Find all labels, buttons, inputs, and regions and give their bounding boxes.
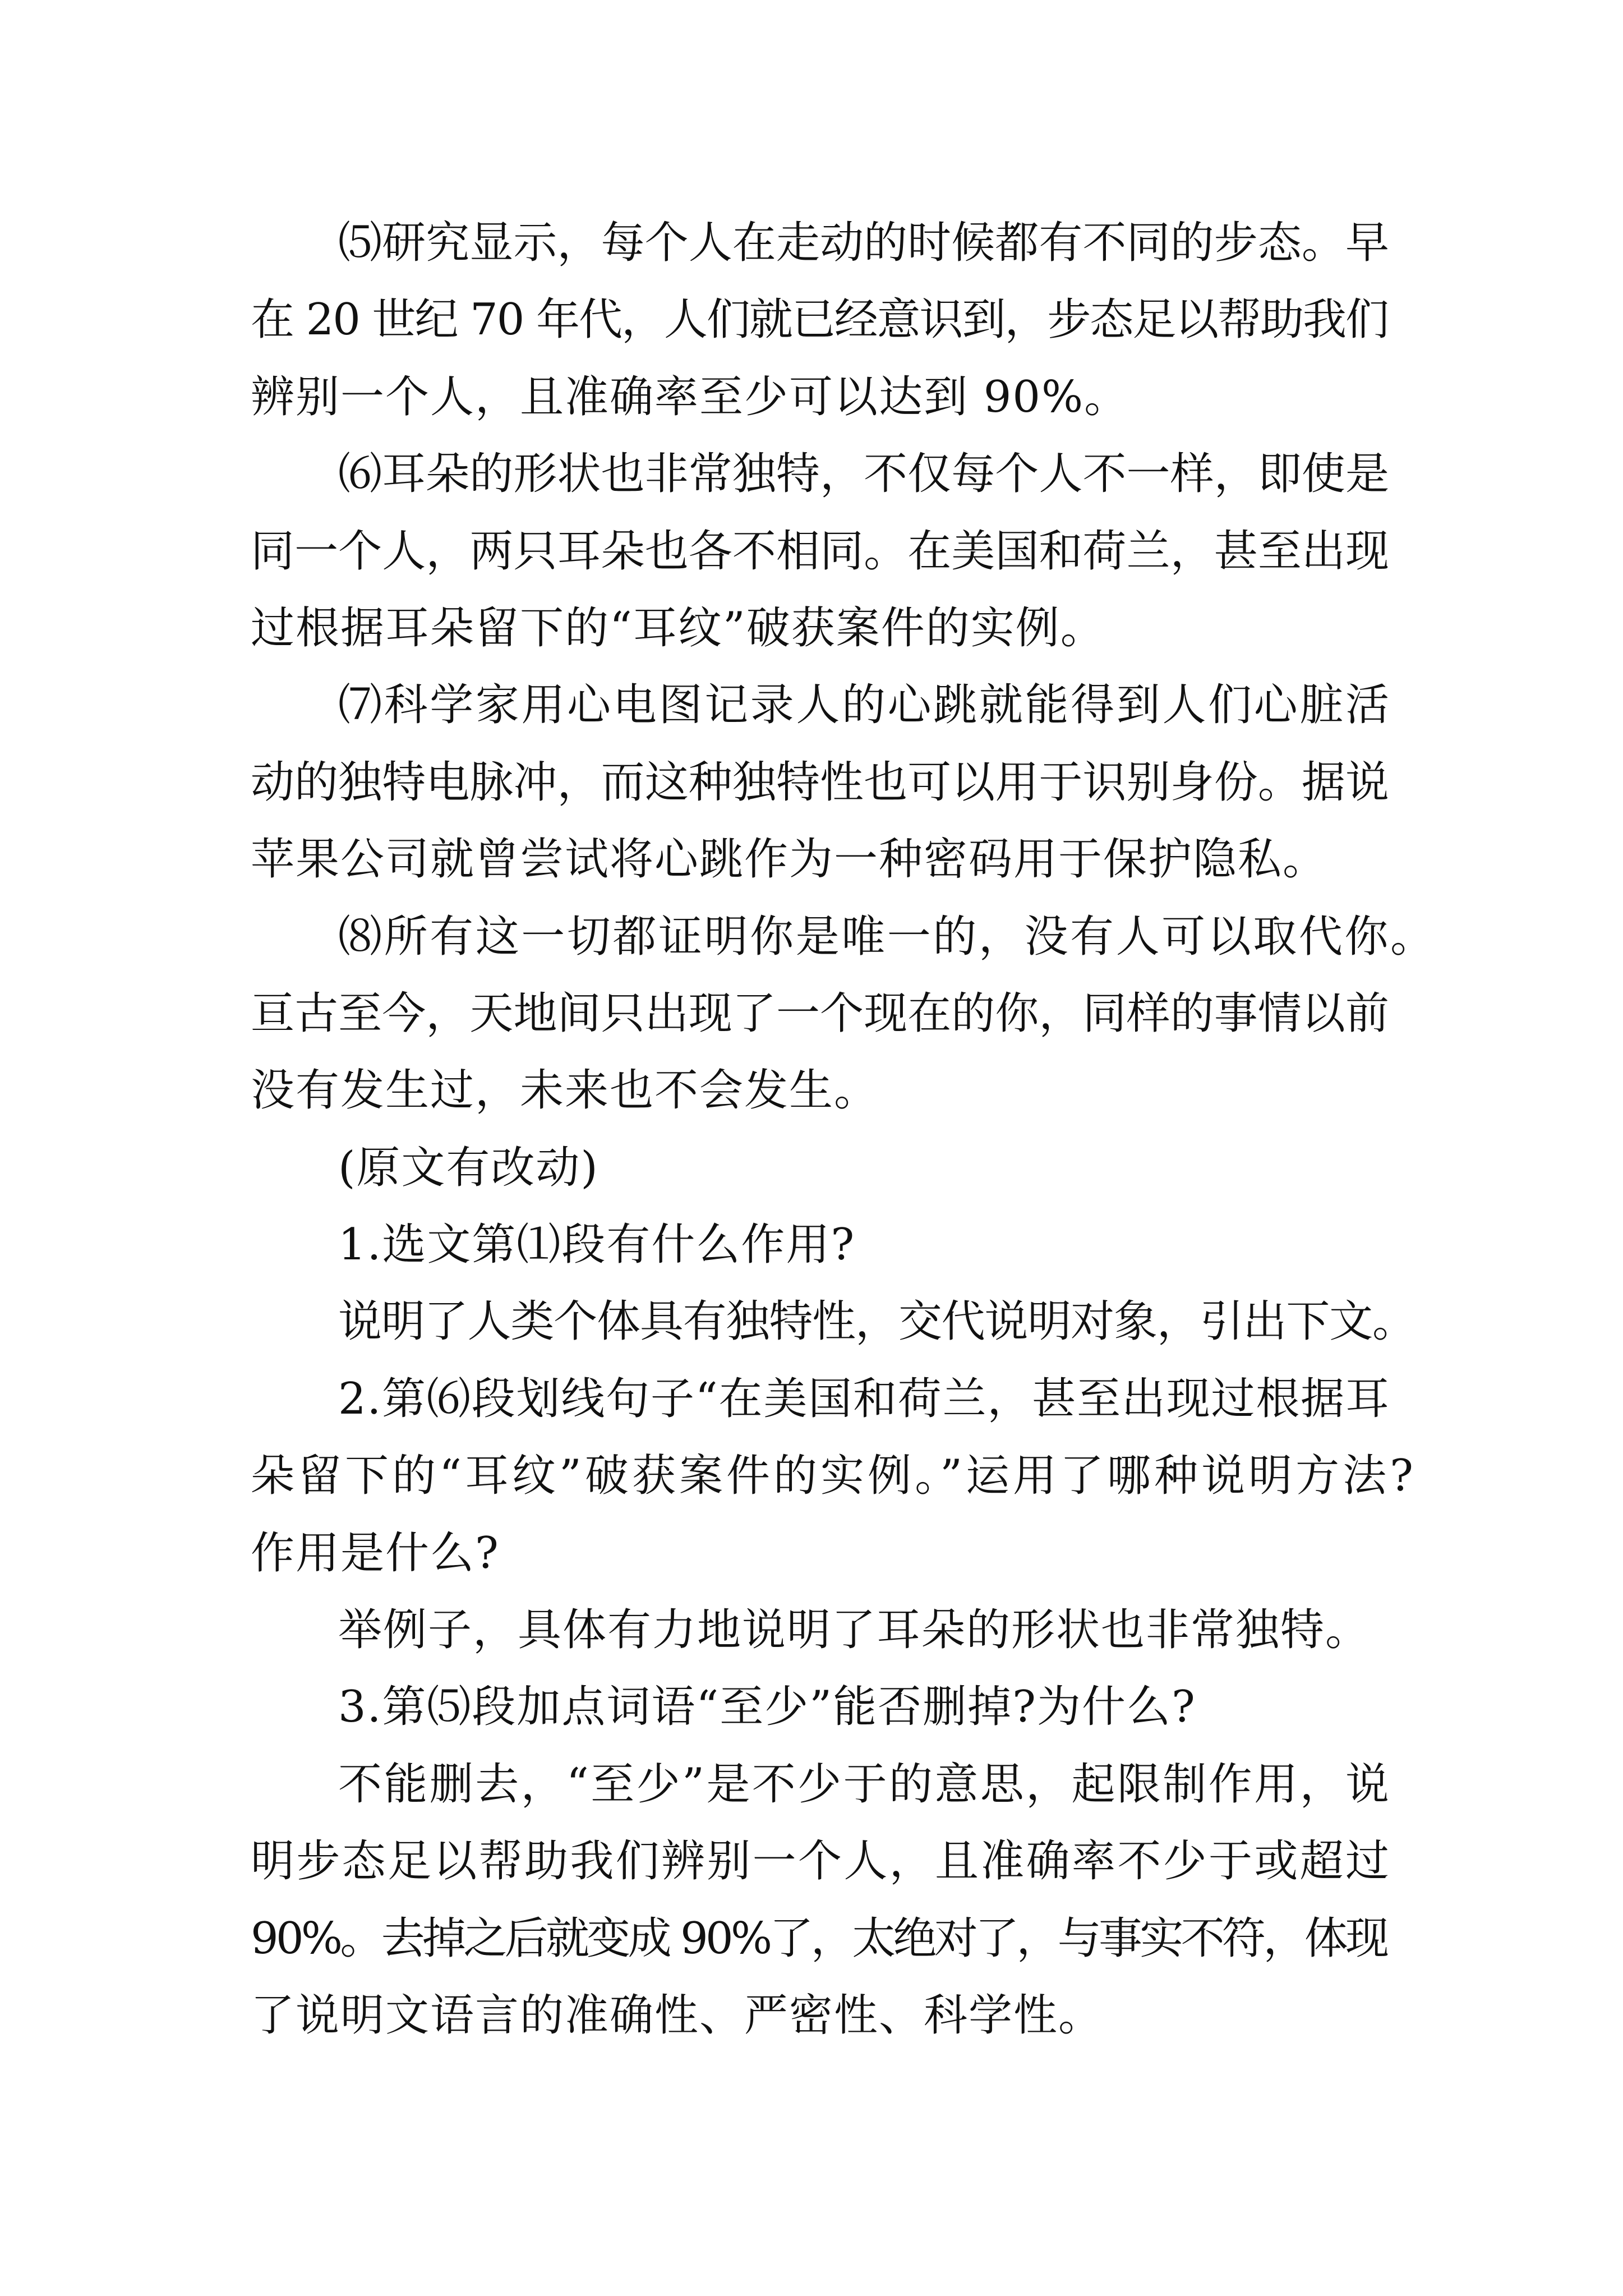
answer-text: 不能删去，“至少”是不少于的意思，起限制作用，说 bbox=[338, 1759, 1391, 1810]
paragraph-8 bbox=[251, 899, 1436, 1130]
question-2 bbox=[251, 1361, 1417, 1592]
line-text: 亘古至今，天地间只出现了一个现在的你，同样的事情以前 bbox=[251, 988, 1390, 1039]
answer-2 bbox=[251, 1592, 1389, 1669]
answer-1 bbox=[251, 1283, 1415, 1360]
paragraph-line bbox=[251, 821, 1389, 898]
answer-text: 说明了人类个体具有独特性，交代说明对象，引出下文。 bbox=[338, 1296, 1415, 1347]
answer-text: 举例子，具体有力地说明了耳朵的形状也非常独特。 bbox=[338, 1605, 1371, 1656]
paragraph-line bbox=[251, 744, 1389, 821]
line-text: 辨别一个人，且准确率至少可以达到 90%。 bbox=[251, 371, 1129, 422]
answer-line bbox=[251, 1977, 1389, 2054]
reading-passage bbox=[251, 205, 1436, 1207]
answer-text: 明步态足以帮助我们辨别一个人，且准确率不少于或超过 bbox=[251, 1836, 1391, 1887]
answer-line bbox=[251, 1746, 1389, 1823]
answer-line bbox=[251, 1592, 1389, 1669]
line-text: ⑺科学家用心电图记录人的心跳就能得到人们心脏活 bbox=[338, 680, 1391, 731]
answer-3 bbox=[251, 1746, 1389, 2055]
answer-text: 90%。去掉之后就变成 90%了，太绝对了，与事实不符，体现 bbox=[251, 1913, 1387, 1964]
question-text: 2.第⑹段划线句子“在美国和荷兰，甚至出现过根据耳 bbox=[338, 1373, 1390, 1424]
document-body bbox=[251, 205, 1436, 2054]
paragraph-line bbox=[251, 976, 1389, 1052]
question-text: 作用是什么? bbox=[251, 1527, 500, 1579]
paragraph-line bbox=[251, 282, 1389, 358]
line-text: 苹果公司就曾尝试将心跳作为一种密码用于保护隐私。 bbox=[251, 834, 1328, 885]
underlined-sentence-start: 同一个人，两只耳朵也各不相同。在美国和荷兰，甚至出现 bbox=[251, 526, 1390, 577]
source-note bbox=[251, 1130, 1389, 1207]
question-line bbox=[251, 1438, 1417, 1515]
line-text: 过根据耳朵留下的“耳纹”破获案件的实例。 bbox=[251, 602, 1105, 654]
line-text: ⑻所有这一切都证明你是唯一的，没有人可以取代你。 bbox=[338, 911, 1436, 962]
answer-line bbox=[251, 1901, 1389, 1977]
question-text: 3.第⑸段加点词语“至少”能否删掉?为什么? bbox=[338, 1682, 1196, 1733]
paragraph-line bbox=[251, 513, 1389, 590]
question-line bbox=[251, 1515, 1389, 1592]
paragraph-line bbox=[251, 359, 1389, 436]
line-text: 在 20 世纪 70 年代，人们就已经意识到，步态足以帮助我们 bbox=[251, 295, 1388, 346]
paragraph-line bbox=[251, 205, 1389, 282]
paragraph-line bbox=[251, 590, 1389, 667]
answer-line bbox=[251, 1823, 1389, 1900]
paragraph-6 bbox=[251, 436, 1389, 667]
paragraph-line bbox=[251, 899, 1436, 976]
question-3 bbox=[251, 1669, 1389, 1746]
paragraph-line bbox=[251, 436, 1389, 513]
answer-text: 了说明文语言的准确性、严密性、科学性。 bbox=[251, 1990, 1104, 2041]
question-1 bbox=[251, 1207, 1389, 1283]
paragraph-line bbox=[251, 667, 1389, 744]
paragraph-7 bbox=[251, 667, 1389, 898]
line-text: ⑹耳朵的形状也非常独特，不仅每个人不一样，即使是 bbox=[338, 449, 1390, 500]
line-text: ⑸研究显示，每个人在走动的时候都有不同的步态。早 bbox=[338, 218, 1390, 268]
question-line bbox=[251, 1669, 1389, 1746]
paragraph-5 bbox=[251, 205, 1389, 436]
line-text: 动的独特电脉冲，而这种独特性也可以用于识别身份。据说 bbox=[251, 757, 1390, 808]
answer-line bbox=[251, 1283, 1415, 1360]
line-text: 没有发生过，未来也不会发生。 bbox=[251, 1065, 879, 1116]
question-text: 1.选文第⑴段有什么作用? bbox=[338, 1220, 856, 1271]
source-note-text: (原文有改动) bbox=[338, 1142, 599, 1193]
question-line bbox=[251, 1207, 1389, 1283]
question-text: 朵留下的“耳纹”破获案件的实例。”运用了哪种说明方法? bbox=[251, 1451, 1417, 1502]
paragraph-line bbox=[251, 1052, 1389, 1129]
question-line bbox=[251, 1361, 1389, 1438]
